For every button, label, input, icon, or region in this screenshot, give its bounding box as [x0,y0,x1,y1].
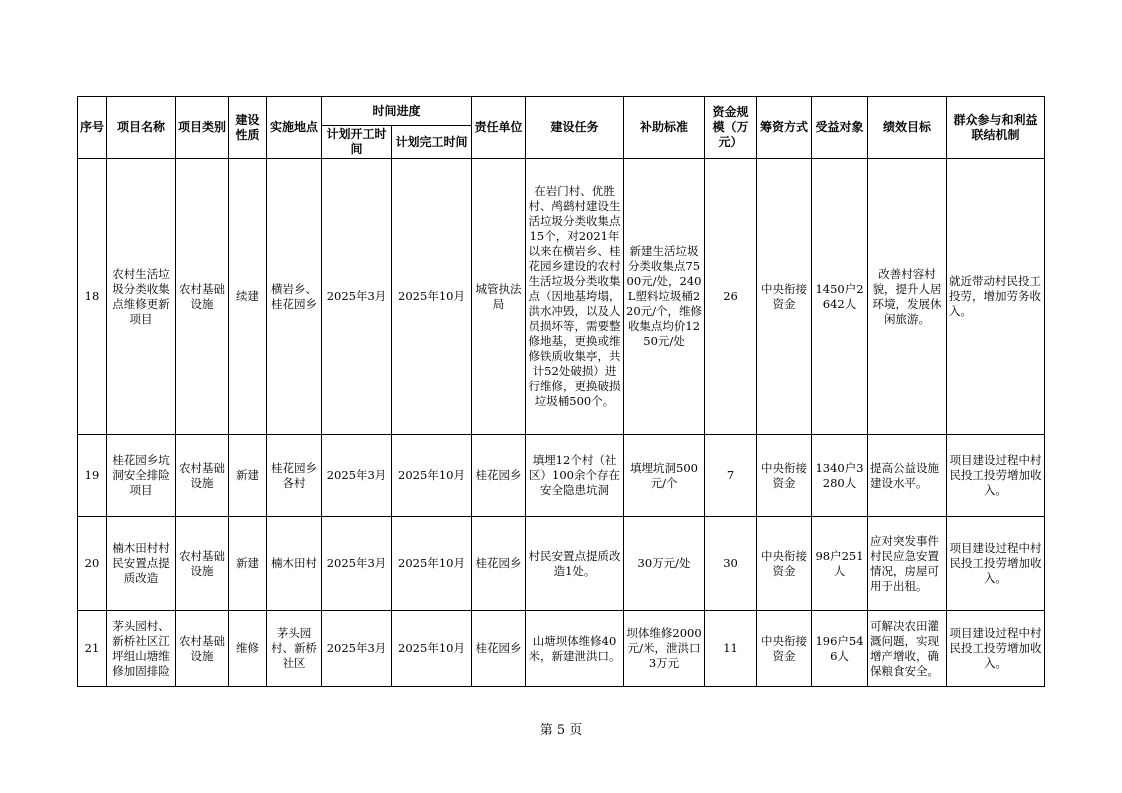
cell-funds: 11 [705,611,757,687]
cell-beneficiary: 1340户3280人 [812,435,868,517]
header-start: 计划开工时间 [322,126,392,159]
cell-name: 桂花园乡坑洞安全排险项目 [107,435,176,517]
cell-location: 横岩乡、桂花园乡 [267,159,322,435]
cell-beneficiary: 196户546人 [812,611,868,687]
header-category: 项目类别 [176,97,229,159]
cell-nature: 维修 [229,611,267,687]
cell-subsidy: 坝体维修2000元/米，泄洪口3万元 [624,611,705,687]
cell-task: 填埋12个村（社区）100余个存在安全隐患坑洞 [526,435,624,517]
cell-nature: 新建 [229,517,267,611]
cell-financing: 中央衔接资金 [757,435,812,517]
cell-seq: 20 [78,517,107,611]
cell-name: 茅头园村、新桥社区江坪组山塘维修加固排险 [107,611,176,687]
cell-subsidy: 填埋坑洞500元/个 [624,435,705,517]
cell-beneficiary: 98户251人 [812,517,868,611]
cell-goal: 应对突发事件村民应急安置情况，房屋可用于出租。 [868,517,947,611]
cell-mechanism: 项目建设过程中村民投工投劳增加收入。 [947,435,1045,517]
cell-seq: 21 [78,611,107,687]
cell-funds: 26 [705,159,757,435]
cell-goal: 改善村容村貌，提升人居环境，发展休闲旅游。 [868,159,947,435]
header-financing: 筹资方式 [757,97,812,159]
header-end: 计划完工时间 [392,126,472,159]
header-location: 实施地点 [267,97,322,159]
cell-unit: 桂花园乡 [472,517,526,611]
table-row [78,517,1045,611]
header-unit: 责任单位 [472,97,526,159]
header-nature: 建设性质 [229,97,267,159]
cell-funds: 7 [705,435,757,517]
cell-start: 2025年3月 [322,517,392,611]
cell-mechanism: 项目建设过程中村民投工投劳增加收入。 [947,611,1045,687]
table-row [78,435,1045,517]
cell-mechanism: 就近带动村民投工投劳，增加劳务收入。 [947,159,1045,435]
cell-name: 楠木田村村民安置点提质改造 [107,517,176,611]
cell-mechanism: 项目建设过程中村民投工投劳增加收入。 [947,517,1045,611]
cell-beneficiary: 1450户2642人 [812,159,868,435]
header-name: 项目名称 [107,97,176,159]
cell-location: 桂花园乡各村 [267,435,322,517]
cell-seq: 18 [78,159,107,435]
cell-end: 2025年10月 [392,611,472,687]
cell-start: 2025年3月 [322,435,392,517]
cell-financing: 中央衔接资金 [757,159,812,435]
cell-subsidy: 新建生活垃圾分类收集点7500元/处，240L塑料垃圾桶220元/个，维修收集点均价1250元/处 [624,159,705,435]
cell-unit: 桂花园乡 [472,435,526,517]
cell-name: 农村生活垃圾分类收集点维修更新项目 [107,159,176,435]
cell-financing: 中央衔接资金 [757,611,812,687]
header-schedule: 时间进度 [322,97,472,126]
cell-unit: 桂花园乡 [472,611,526,687]
cell-location: 茅头园村、新桥社区 [267,611,322,687]
cell-start: 2025年3月 [322,159,392,435]
cell-category: 农村基础设施 [176,611,229,687]
cell-nature: 续建 [229,159,267,435]
cell-funds: 30 [705,517,757,611]
cell-category: 农村基础设施 [176,435,229,517]
cell-subsidy: 30万元/处 [624,517,705,611]
cell-task: 在岩门村、优胜村、鸬鹚村建设生活垃圾分类收集点15个，对2021年以来在横岩乡、桂花园乡建设的农村生活垃圾分类收集点（因地基垮塌，洪水冲毁，以及人员损坏等，需要整修地基，更换或维修铁质收集亭，共计52处破损）进行维修，更换破损垃圾桶500个。 [526,159,624,435]
cell-goal: 提高公益设施建设水平。 [868,435,947,517]
cell-start: 2025年3月 [322,611,392,687]
table-row [78,159,1045,435]
table-row [78,611,1045,687]
cell-seq: 19 [78,435,107,517]
cell-goal: 可解决农田灌溉问题，实现增产增收，确保粮食安全。 [868,611,947,687]
cell-location: 楠木田村 [267,517,322,611]
cell-end: 2025年10月 [392,159,472,435]
header-subsidy: 补助标准 [624,97,705,159]
cell-financing: 中央衔接资金 [757,517,812,611]
header-goal: 绩效目标 [868,97,947,159]
header-beneficiary: 受益对象 [812,97,868,159]
cell-task: 山塘坝体维修40米，新建泄洪口。 [526,611,624,687]
cell-category: 农村基础设施 [176,517,229,611]
header-funds: 资金规模（万元） [705,97,757,159]
cell-unit: 城管执法局 [472,159,526,435]
header-seq: 序号 [78,97,107,159]
cell-end: 2025年10月 [392,517,472,611]
header-task: 建设任务 [526,97,624,159]
header-mechanism: 群众参与和利益联结机制 [947,97,1045,159]
cell-task: 村民安置点提质改造1处。 [526,517,624,611]
project-table [77,96,1045,687]
page-number: 第 5 页 [539,723,583,738]
cell-category: 农村基础设施 [176,159,229,435]
cell-nature: 新建 [229,435,267,517]
cell-end: 2025年10月 [392,435,472,517]
